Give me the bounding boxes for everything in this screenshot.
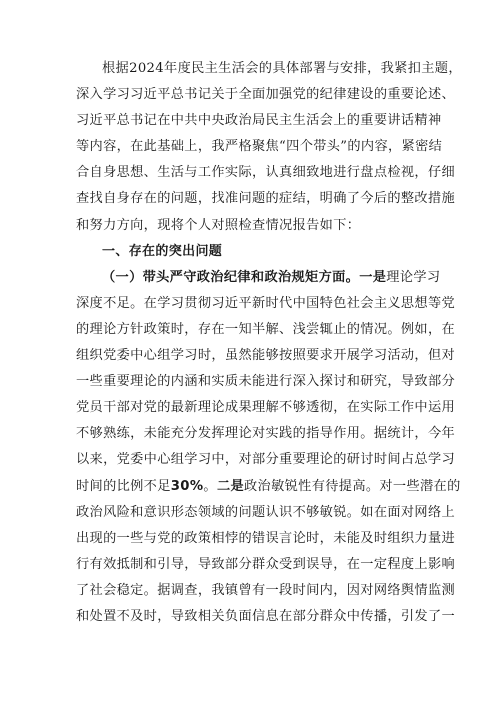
intro-line: 查找自身存在的问题，找准问题的症结，明确了今后的整改措施	[76, 191, 456, 207]
mixed-bold-lead: 二是	[216, 478, 245, 494]
intro-line: 和努力方向，现将个人对照检查情况报告如下：	[76, 217, 361, 233]
intro-line: 根据2024年度民主生活会的具体部署与安排，我紧扣主题，	[102, 61, 462, 76]
sub-heading-lead-rest: 理论学习	[386, 269, 441, 285]
intro-line: 合自身思想、生活与工作实际，认真细致地进行盘点检视，仔细	[76, 165, 456, 181]
intro-line: 习近平总书记在中共中央政治局民主生活会上的重要讲话精神	[76, 113, 442, 129]
mixed-before: 时间的比例不足	[76, 478, 171, 494]
body-line: 出现的一些与党的政策相悖的错误言论时，未能及时组织力量进	[76, 530, 456, 546]
body-line: 不够熟练，未能充分发挥理论对实践的指导作用。据统计，今年	[76, 426, 456, 442]
document-body	[76, 56, 462, 630]
body-line: 组织党委中心组学习时，虽然能够按照要求开展学习活动，但对	[76, 348, 456, 364]
body-line: 和处置不及时，导致相关负面信息在部分群众中传播，引发了一	[76, 608, 456, 624]
body-line: 一些重要理论的内涵和实质未能进行深入探讨和研究，导致部分	[76, 374, 456, 390]
body-line: 了社会稳定。据调查，我镇曾有一段时间内，因对网络舆情监测	[76, 582, 456, 598]
sub-heading-line	[76, 265, 441, 291]
sub-heading-lead-bold: 一是	[359, 269, 387, 285]
body-line: 党员干部对党的最新理论成果理解不够透彻，在实际工作中运用	[76, 400, 456, 416]
mixed-after: 政治敏锐性有待提高。对一些潜在的	[244, 478, 461, 494]
mixed-middle: 。	[203, 478, 217, 494]
section-heading: 一、存在的突出问题	[102, 243, 223, 259]
body-line: 的理论方针政策时，存在一知半解、浅尝辄止的情况。例如，在	[76, 321, 456, 337]
mixed-bold-percent: 30%	[170, 478, 204, 494]
body-line: 行有效抵制和引导，导致部分群众受到误导，在一定程度上影响	[76, 556, 456, 572]
sub-heading-title: （一）带头严守政治纪律和政治规矩方面。	[102, 269, 360, 285]
body-line: 政治风险和意识形态领域的问题认识不够敏锐。如在面对网络上	[76, 504, 456, 520]
intro-line: 深入学习习近平总书记关于全面加强党的纪律建设的重要论述、	[76, 87, 456, 103]
body-line: 以来，党委中心组学习中，对部分重要理论的研讨时间占总学习	[76, 452, 456, 468]
body-line: 深度不足。在学习贯彻习近平新时代中国特色社会主义思想等党	[76, 295, 456, 311]
intro-line: 等内容，在此基础上，我严格聚焦“四个带头”的内容，紧密结	[76, 139, 443, 155]
mixed-line	[76, 474, 461, 500]
